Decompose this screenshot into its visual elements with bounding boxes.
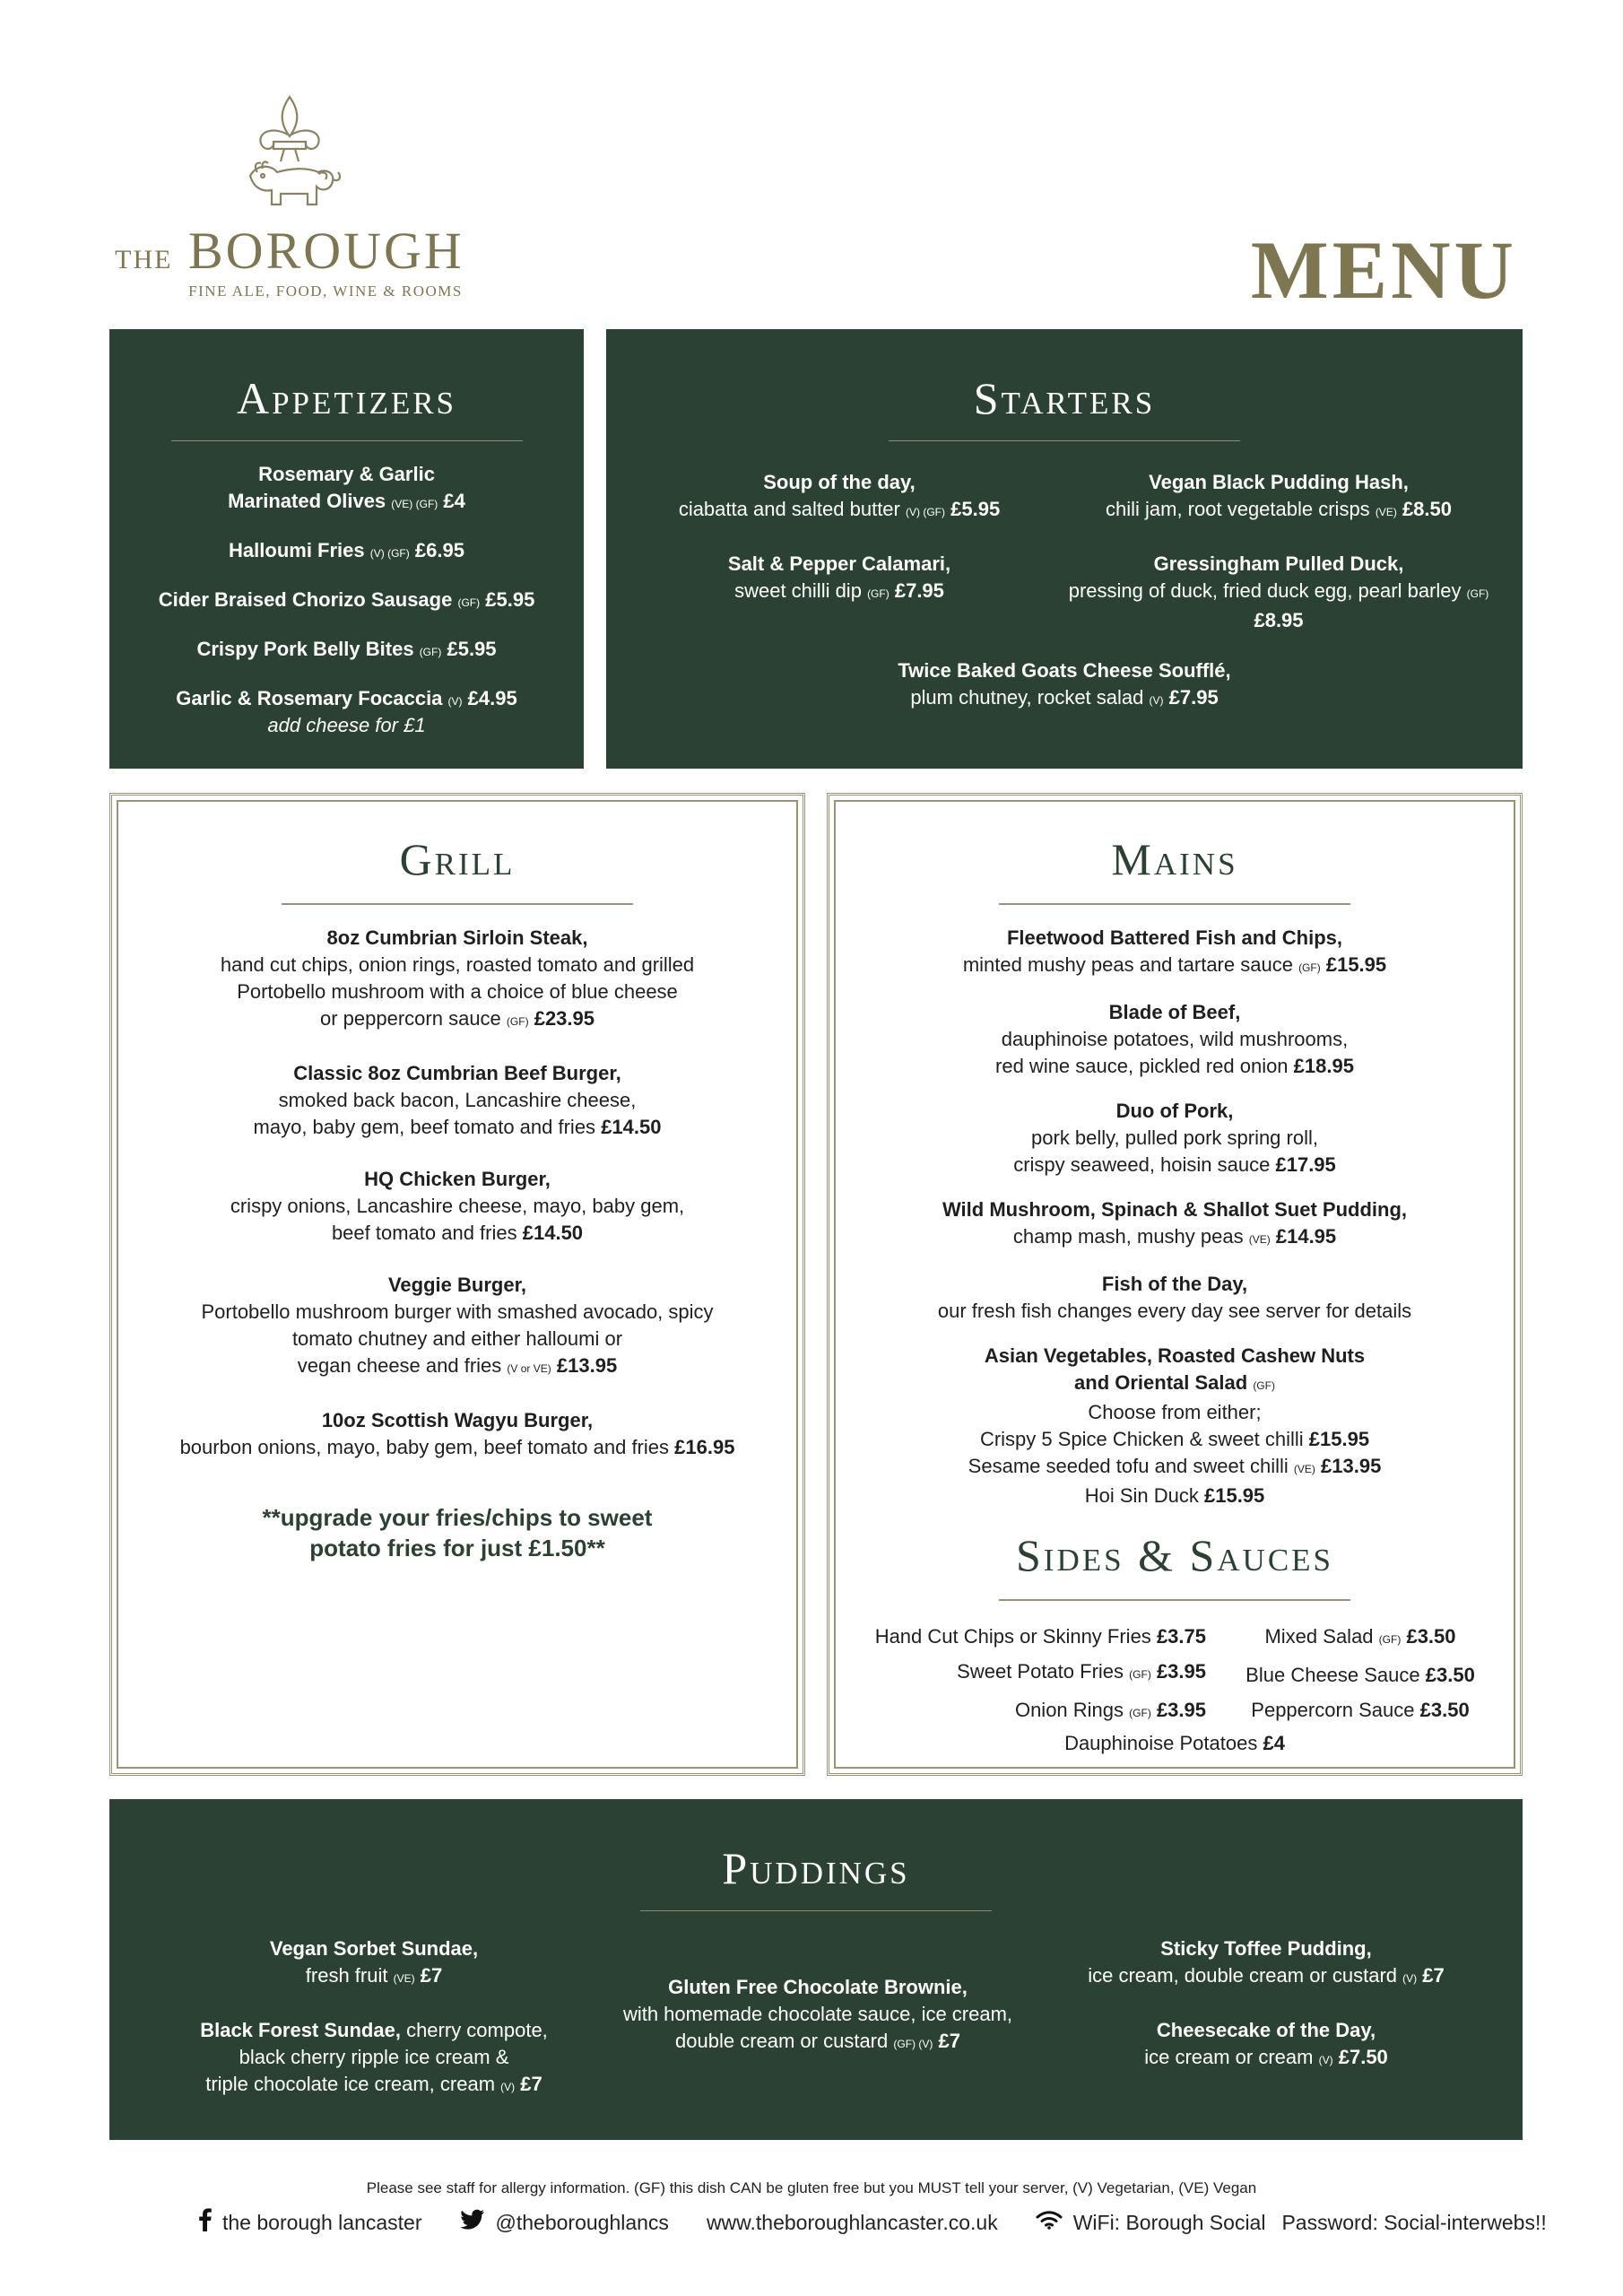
menu-item: HQ Chicken Burger, crispy onions, Lancashire cheese, mayo, baby gem, beef tomato and fries £14.50 bbox=[230, 1168, 685, 1244]
menu-item: Crispy Pork Belly Bites (GF) £5.95 bbox=[196, 638, 497, 660]
side-item: Dauphinoise Potatoes £4 bbox=[1064, 1732, 1285, 1754]
menu-item: Gressingham Pulled Duck, pressing of duck, fried duck egg, pearl barley (GF) £8.95 bbox=[1068, 552, 1489, 631]
menu-item: Halloumi Fries (V) (GF) £6.95 bbox=[229, 539, 464, 561]
facebook-link[interactable]: the borough lancaster bbox=[199, 2208, 422, 2237]
page-title: MENU bbox=[1250, 224, 1517, 316]
menu-item: 10oz Scottish Wagyu Burger, bourbon onions, mayo, baby gem, beef tomato and fries £16.95 bbox=[179, 1409, 735, 1458]
pudding-item: Black Forest Sundae, cherry compote, black cherry ripple ice cream & triple chocolate ice cream, cream (V) £7 bbox=[200, 2019, 548, 2095]
starters-heading: Starters bbox=[973, 373, 1156, 423]
mains-heading: Mains bbox=[1111, 834, 1238, 884]
side-item: Blue Cheese Sauce £3.50 bbox=[1245, 1664, 1475, 1686]
wifi-password: Password: Social-interwebs!! bbox=[1281, 2210, 1547, 2234]
pudding-item: Gluten Free Chocolate Brownie, with homemade chocolate sauce, ice cream, double cream or custard (GF) (V) £7 bbox=[622, 1976, 1013, 2052]
side-item: Peppercorn Sauce £3.50 bbox=[1251, 1699, 1470, 1721]
wifi-icon bbox=[1036, 2210, 1063, 2235]
pudding-item: Cheesecake of the Day, ice cream or cream (V) £7.50 bbox=[1144, 2019, 1388, 2068]
appetizers-panel bbox=[109, 329, 584, 769]
divider bbox=[282, 903, 633, 905]
fleur-lion-crest-icon bbox=[218, 90, 361, 224]
puddings-heading: Puddings bbox=[722, 1843, 910, 1893]
upgrade-note: **upgrade your fries/chips to sweet potato fries for just £1.50** bbox=[262, 1504, 653, 1561]
divider bbox=[889, 440, 1240, 441]
divider bbox=[171, 440, 523, 441]
divider bbox=[999, 903, 1350, 905]
menu-item: 8oz Cumbrian Sirloin Steak, hand cut chips, onion rings, roasted tomato and grilled Portobello mushroom with a choice of blue cheese or peppercorn sauce (GF) £23.95 bbox=[220, 926, 695, 1030]
menu-item: Asian Vegetables, Roasted Cashew Nuts and Oriental Salad (GF) Choose from either; Crispy 5 Spice Chicken & sweet chilli £15.95 Sesame seeded tofu and sweet chilli (VE) £13.95 Hoi Sin Duck £15.95 bbox=[968, 1344, 1382, 1507]
brand-tagline: FINE ALE, FOOD, WINE & ROOMS bbox=[188, 283, 463, 300]
grill-heading: Grill bbox=[399, 834, 516, 884]
twitter-icon bbox=[460, 2209, 485, 2236]
side-item: Mixed Salad (GF) £3.50 bbox=[1264, 1625, 1456, 1648]
side-item: Sweet Potato Fries (GF) £3.95 bbox=[957, 1660, 1206, 1683]
menu-item: Fish of the Day, our fresh fish changes every day see server for details bbox=[937, 1273, 1412, 1322]
grill-panel bbox=[109, 793, 805, 1776]
menu-item: Salt & Pepper Calamari, sweet chilli dip (GF) £7.95 bbox=[727, 552, 951, 602]
menu-item: Duo of Pork, pork belly, pulled pork spring roll, crispy seaweed, hoisin sauce £17.95 bbox=[1013, 1100, 1336, 1176]
menu-item: Wild Mushroom, Spinach & Shallot Suet Pudding, champ mash, mushy peas (VE) £14.95 bbox=[942, 1198, 1408, 1248]
pudding-item: Vegan Sorbet Sundae, fresh fruit (VE) £7 bbox=[269, 1937, 479, 1987]
menu-item: Twice Baked Goats Cheese Soufflé, plum chutney, rocket salad (V) £7.95 bbox=[898, 659, 1231, 709]
menu-item: Blade of Beef, dauphinoise potatoes, wild mushrooms, red wine sauce, pickled red onion £18.95 bbox=[995, 1001, 1354, 1077]
divider bbox=[640, 1910, 992, 1911]
starters-panel bbox=[606, 329, 1523, 769]
sides-heading: Sides & Sauces bbox=[1015, 1530, 1334, 1580]
side-item: Onion Rings (GF) £3.95 bbox=[1014, 1699, 1206, 1721]
twitter-link[interactable]: @theboroughlancs bbox=[460, 2209, 669, 2236]
menu-item: Soup of the day, ciabatta and salted butter (V) (GF) £5.95 bbox=[678, 471, 1001, 520]
side-item: Hand Cut Chips or Skinny Fries £3.75 bbox=[874, 1625, 1206, 1648]
puddings-panel bbox=[109, 1799, 1523, 2140]
menu-item: Veggie Burger, Portobello mushroom burger with smashed avocado, spicy tomato chutney and either halloumi or vegan cheese and fries (V or VE) £13.95 bbox=[201, 1274, 714, 1377]
brand-name: BOROUGH bbox=[188, 222, 464, 280]
allergy-notice: Please see staff for allergy information. (GF) this dish CAN be gluten free but you MUST tell your server, (V) Vegetarian, (VE) Vegan bbox=[366, 2179, 1257, 2196]
facebook-icon bbox=[199, 2208, 212, 2237]
logo bbox=[106, 90, 473, 314]
menu-item: Vegan Black Pudding Hash, chili jam, root vegetable crisps (VE) £8.50 bbox=[1106, 471, 1452, 520]
wifi-info: WiFi: Borough Social bbox=[1036, 2210, 1266, 2235]
divider bbox=[999, 1599, 1350, 1601]
pudding-item: Sticky Toffee Pudding, ice cream, double cream or custard (V) £7 bbox=[1088, 1937, 1445, 1987]
appetizers-heading: Appetizers bbox=[236, 373, 457, 423]
footer-contacts bbox=[199, 2208, 1547, 2237]
menu-item: Cider Braised Chorizo Sausage (GF) £5.95 bbox=[158, 588, 535, 611]
sides-list bbox=[829, 1619, 1520, 1744]
brand-prefix: THE bbox=[115, 245, 173, 274]
website-link[interactable]: www.theboroughlancaster.co.uk bbox=[706, 2210, 998, 2234]
mains-panel bbox=[827, 793, 1523, 1776]
menu-item: Rosemary & Garlic Marinated Olives (VE) (GF) £4 bbox=[228, 463, 465, 512]
menu-item: Fleetwood Battered Fish and Chips, minted mushy peas and tartare sauce (GF) £15.95 bbox=[962, 926, 1387, 976]
menu-item: Classic 8oz Cumbrian Beef Burger, smoked back bacon, Lancashire cheese, mayo, baby gem, beef tomato and fries £14.50 bbox=[253, 1062, 662, 1138]
menu-item: Garlic & Rosemary Focaccia (V) £4.95 add cheese for £1 bbox=[176, 687, 517, 736]
